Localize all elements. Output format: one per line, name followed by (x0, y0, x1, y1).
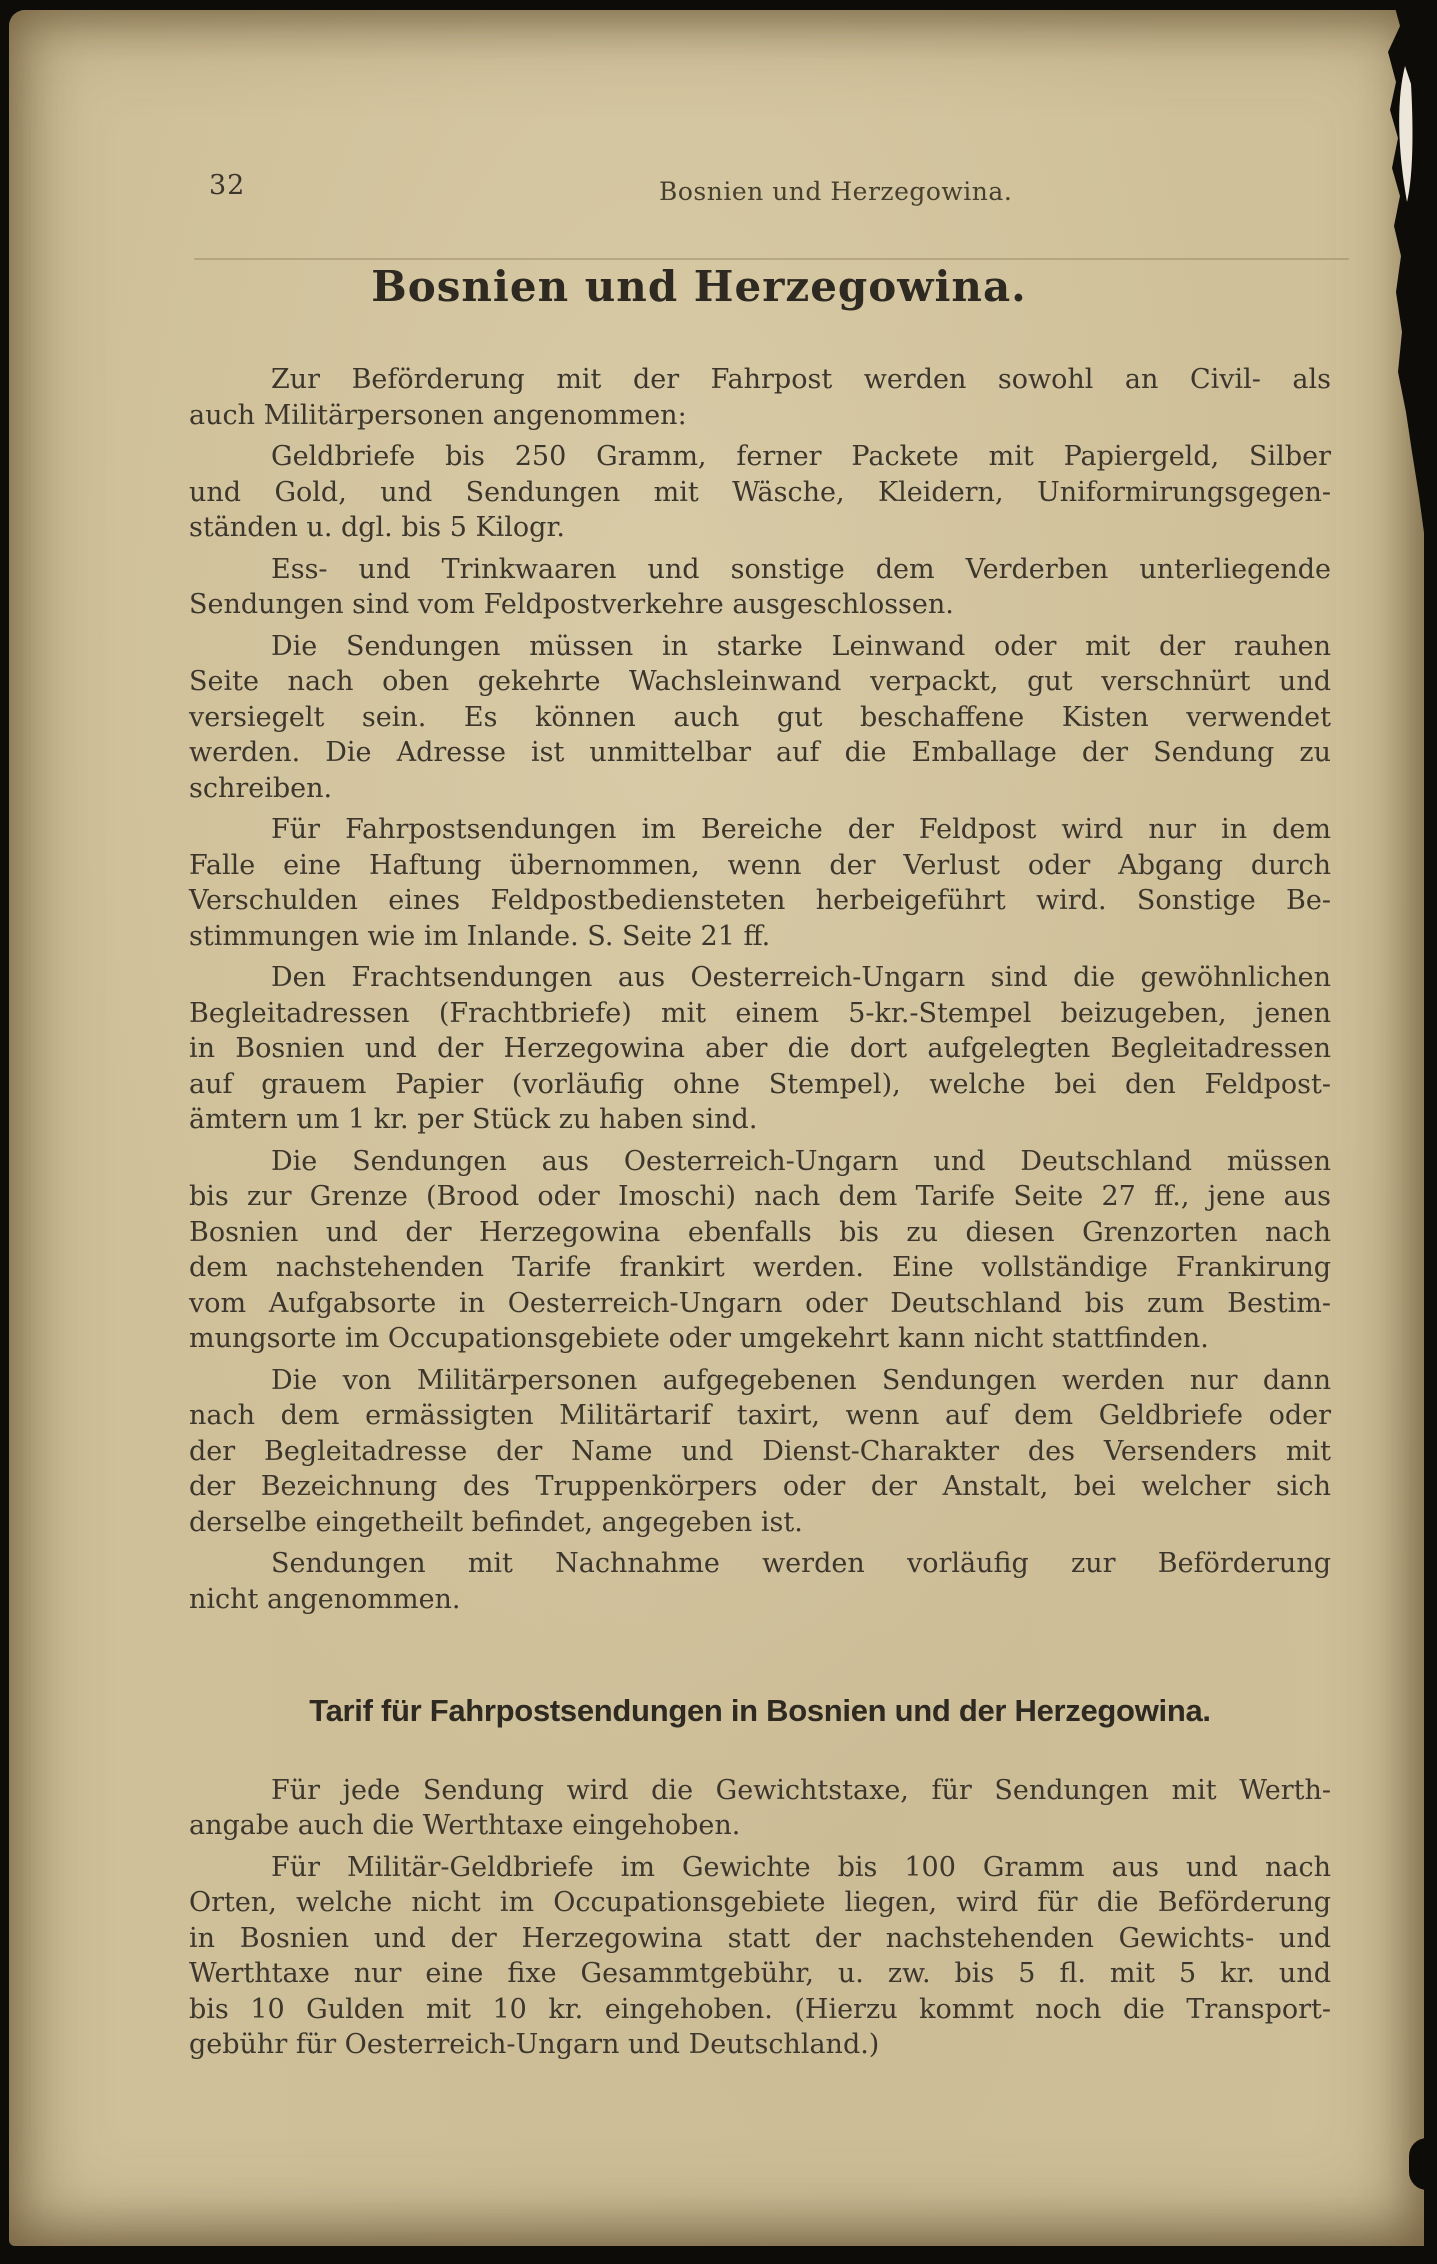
text-line: nicht angenommen. (189, 1583, 461, 1615)
text-line: dem nachstehenden Tarife frankirt werden. Eine vollständige Frankirung (189, 1252, 1331, 1283)
text-line: bis 10 Gulden mit 10 kr. eingehoben. (Hierzu kommt noch die Transport- (189, 1993, 1331, 2025)
text-line: Für jede Sendung wird die Gewichtstaxe, für Sendungen mit Werth- (271, 1774, 1331, 1806)
tariff-section-heading: Tarif für Fahrpostsendungen in Bosnien und der Herzegowina. (309, 1693, 1211, 1728)
text-line: Für Militär-Geldbriefe im Gewichte bis 100 Gramm aus und nach (271, 1851, 1331, 1883)
page-number: 32 (209, 170, 246, 201)
text-line: Begleitadressen (Frachtbriefe) mit einem 5-kr.-Stempel beizugeben, jenen (189, 997, 1331, 1029)
text-line: Verschulden eines Feldpostbediensteten herbeigeführt wird. Sonstige Be- (189, 885, 1331, 916)
text-line: stimmungen wie im Inlande. S. Seite 21 ff. (189, 920, 771, 952)
text-line: auf grauem Papier (vorläufig ohne Stempel), welche bei den Feldpost- (189, 1068, 1331, 1100)
paragraph (189, 1363, 1331, 1541)
paragraph (189, 1144, 1331, 1357)
text-line: angabe auch die Werthtaxe eingehoben. (189, 1810, 741, 1841)
text-line: Orten, welche nicht im Occupationsgebiete liegen, wird für die Beförderung (189, 1887, 1331, 1918)
text-line: Zur Beförderung mit der Fahrpost werden sowohl an Civil- als (271, 364, 1331, 395)
body-text (189, 362, 1331, 2063)
text-line: der Begleitadresse der Name und Dienst-Charakter des Versenders mit (189, 1435, 1331, 1467)
text-line: schreiben. (189, 772, 333, 804)
text-line: Die Sendungen aus Oesterreich-Ungarn und Deutschland müssen (271, 1145, 1331, 1177)
text-line: in Bosnien und der Herzegowina aber die dort aufgelegten Begleitadressen (189, 1033, 1331, 1064)
paragraph (189, 812, 1331, 954)
text-line: ständen u. dgl. bis 5 Kilogr. (189, 512, 565, 543)
chapter-title: Bosnien und Herzegowina. (371, 262, 1027, 311)
text-line: Falle eine Haftung übernommen, wenn der Verlust oder Abgang durch (189, 849, 1331, 881)
text-line: auch Militärpersonen angenommen: (189, 399, 687, 431)
paragraph (189, 1546, 1331, 1617)
text-line: versiegelt sein. Es können auch gut beschaffene Kisten verwendet (189, 701, 1331, 733)
scan-edge-left (0, 0, 9, 2264)
paragraph (189, 629, 1331, 807)
paragraph (189, 960, 1331, 1138)
text-line: Sendungen mit Nachnahme werden vorläufig zur Beförderung (271, 1548, 1331, 1579)
text-line: Für Fahrpostsendungen im Bereiche der Feldpost wird nur in dem (271, 814, 1331, 845)
text-line: Bosnien und der Herzegowina ebenfalls bis zu diesen Grenzorten nach (189, 1216, 1331, 1248)
text-line: Den Frachtsendungen aus Oesterreich-Ungarn sind die gewöhnlichen (271, 962, 1331, 993)
text-line: Sendungen sind vom Feldpostverkehre ausgeschlossen. (189, 589, 954, 620)
paper-page (9, 10, 1424, 2246)
text-line: nach dem ermässigten Militärtarif taxirt, wenn auf dem Geldbriefe oder (189, 1400, 1331, 1431)
text-line: werden. Die Adresse ist unmittelbar auf die Emballage der Sendung zu (189, 737, 1331, 768)
paragraph (189, 439, 1331, 546)
text-line: Geldbriefe bis 250 Gramm, ferner Packete mit Papiergeld, Silber (271, 441, 1331, 472)
text-line: der Bezeichnung des Truppenkörpers oder der Anstalt, bei welcher sich (189, 1471, 1331, 1502)
text-line: Seite nach oben gekehrte Wachsleinwand verpackt, gut verschnürt und (189, 666, 1331, 697)
paragraph (189, 1773, 1331, 1844)
text-line: vom Aufgabsorte in Oesterreich-Ungarn oder Deutschland bis zum Bestim- (189, 1287, 1331, 1319)
scan-edge-bottom (0, 2246, 1437, 2264)
text-line: in Bosnien und der Herzegowina statt der nachstehenden Gewichts- und (189, 1922, 1331, 1954)
text-line: Die von Militärpersonen aufgegebenen Sendungen werden nur dann (271, 1364, 1331, 1396)
text-line: ämtern um 1 kr. per Stück zu haben sind. (189, 1104, 758, 1135)
text-line: und Gold, und Sendungen mit Wäsche, Kleidern, Uniformirungsgegen- (189, 476, 1331, 508)
paragraph (189, 1850, 1331, 2063)
running-header: Bosnien und Herzegowina. (659, 177, 1013, 206)
scan-edge-top (0, 0, 1437, 10)
paragraph (189, 552, 1331, 623)
text-line: bis zur Grenze (Brood oder Imoschi) nach dem Tarife Seite 27 ff., jene aus (189, 1181, 1331, 1212)
scan-edge-notch (1409, 2138, 1431, 2190)
text-line: mungsorte im Occupationsgebiete oder umgekehrt kann nicht stattfinden. (189, 1323, 1209, 1354)
text-line: gebühr für Oesterreich-Ungarn und Deutschland.) (189, 2029, 880, 2060)
paragraph (189, 362, 1331, 433)
text-line: Ess- und Trinkwaaren und sonstige dem Verderben unterliegende (271, 553, 1331, 585)
text-line: derselbe eingetheilt befindet, angegeben ist. (189, 1506, 803, 1538)
torn-corner (1367, 0, 1437, 620)
scan-artifact-line (194, 258, 1349, 260)
text-line: Die Sendungen müssen in starke Leinwand oder mit der rauhen (271, 630, 1331, 662)
text-line: Werthtaxe nur eine fixe Gesammtgebühr, u. zw. bis 5 fl. mit 5 kr. und (189, 1958, 1331, 1989)
